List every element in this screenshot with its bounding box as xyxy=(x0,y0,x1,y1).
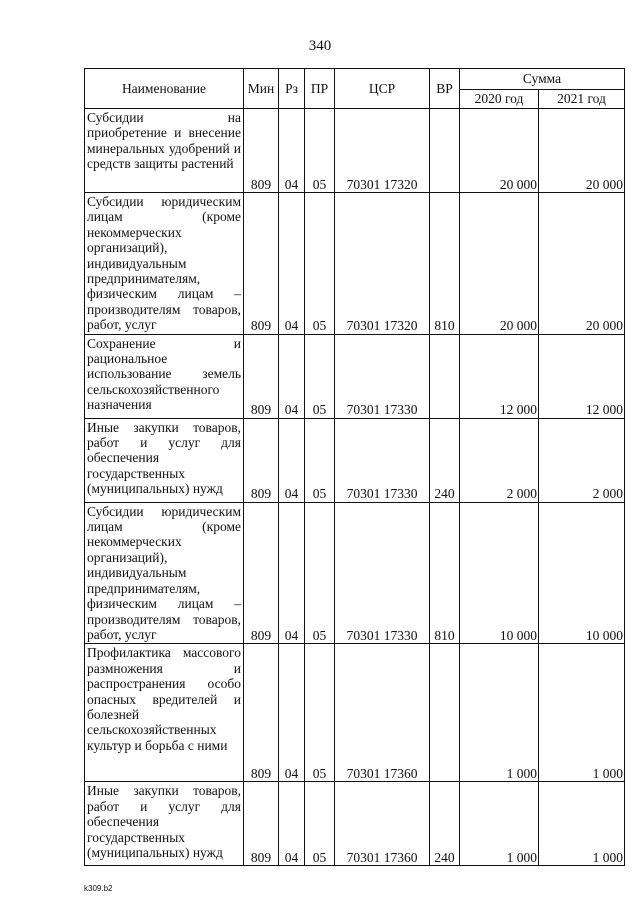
row-sum-2020: 10 000 xyxy=(460,502,539,644)
table-row xyxy=(85,644,625,782)
row-name: Субсидии на приобретение и внесение минеральных удобрений и средств защиты растений xyxy=(85,109,244,193)
row-name: Профилактика массового размножения и распространения особо опасных вредителей и болезней сельскохозяйственных культур и борьба с ними xyxy=(85,644,244,782)
row-rz: 04 xyxy=(279,782,305,866)
table-row xyxy=(85,502,625,644)
row-min: 809 xyxy=(244,644,279,782)
row-sum-2021: 20 000 xyxy=(539,109,625,193)
header-pr: ПР xyxy=(305,69,335,109)
row-vr xyxy=(430,109,460,193)
table-row xyxy=(85,109,625,193)
row-sum-2021: 12 000 xyxy=(539,334,625,418)
row-vr: 810 xyxy=(430,502,460,644)
row-pr: 05 xyxy=(305,418,335,502)
header-name: Наименование xyxy=(85,69,244,109)
row-rz: 04 xyxy=(279,502,305,644)
row-csr: 70301 17330 xyxy=(335,418,430,502)
row-rz: 04 xyxy=(279,193,305,335)
row-min: 809 xyxy=(244,418,279,502)
row-pr: 05 xyxy=(305,109,335,193)
row-csr: 70301 17360 xyxy=(335,782,430,866)
row-sum-2020: 20 000 xyxy=(460,193,539,335)
row-vr: 810 xyxy=(430,193,460,335)
header-year-2021: 2021 год xyxy=(539,90,625,109)
header-sum: Сумма xyxy=(460,69,625,90)
row-vr: 240 xyxy=(430,418,460,502)
row-pr: 05 xyxy=(305,502,335,644)
budget-table xyxy=(84,68,625,866)
header-csr: ЦСР xyxy=(335,69,430,109)
row-sum-2020: 12 000 xyxy=(460,334,539,418)
row-min: 809 xyxy=(244,502,279,644)
row-csr: 70301 17320 xyxy=(335,193,430,335)
row-name: Иные закупки товаров, работ и услуг для обеспечения государственных (муниципальных) нужд xyxy=(85,782,244,866)
row-pr: 05 xyxy=(305,193,335,335)
row-sum-2021: 2 000 xyxy=(539,418,625,502)
row-pr: 05 xyxy=(305,644,335,782)
row-min: 809 xyxy=(244,334,279,418)
row-rz: 04 xyxy=(279,109,305,193)
row-sum-2020: 20 000 xyxy=(460,109,539,193)
header-year-2020: 2020 год xyxy=(460,90,539,109)
row-min: 809 xyxy=(244,782,279,866)
table-row xyxy=(85,193,625,335)
table-row xyxy=(85,782,625,866)
row-vr xyxy=(430,334,460,418)
row-sum-2021: 10 000 xyxy=(539,502,625,644)
row-min: 809 xyxy=(244,109,279,193)
header-rz: Рз xyxy=(279,69,305,109)
row-rz: 04 xyxy=(279,644,305,782)
row-name: Субсидии юридическим лицам (кроме некоммерческих организаций), индивидуальным предпринимателям, физическим лицам – производителям товаров, работ, услуг xyxy=(85,193,244,335)
row-sum-2021: 1 000 xyxy=(539,782,625,866)
row-rz: 04 xyxy=(279,334,305,418)
row-name: Иные закупки товаров, работ и услуг для обеспечения государственных (муниципальных) нужд xyxy=(85,418,244,502)
row-csr: 70301 17330 xyxy=(335,502,430,644)
row-sum-2020: 1 000 xyxy=(460,644,539,782)
row-sum-2020: 2 000 xyxy=(460,418,539,502)
row-name: Сохранение и рациональное использование земель сельскохозяйственного назначения xyxy=(85,334,244,418)
row-csr: 70301 17360 xyxy=(335,644,430,782)
header-vr: ВР xyxy=(430,69,460,109)
row-pr: 05 xyxy=(305,334,335,418)
row-sum-2021: 20 000 xyxy=(539,193,625,335)
table-row xyxy=(85,418,625,502)
row-vr: 240 xyxy=(430,782,460,866)
row-rz: 04 xyxy=(279,418,305,502)
row-sum-2020: 1 000 xyxy=(460,782,539,866)
row-csr: 70301 17330 xyxy=(335,334,430,418)
row-pr: 05 xyxy=(305,782,335,866)
row-vr xyxy=(430,644,460,782)
table-row xyxy=(85,334,625,418)
row-min: 809 xyxy=(244,193,279,335)
header-min: Мин xyxy=(244,69,279,109)
row-name: Субсидии юридическим лицам (кроме некоммерческих организаций), индивидуальным предпринимателям, физическим лицам – производителям товаров, работ, услуг xyxy=(85,502,244,644)
row-sum-2021: 1 000 xyxy=(539,644,625,782)
row-csr: 70301 17320 xyxy=(335,109,430,193)
footer-code: k309.b2 xyxy=(84,884,113,893)
page-number: 340 xyxy=(308,38,332,54)
